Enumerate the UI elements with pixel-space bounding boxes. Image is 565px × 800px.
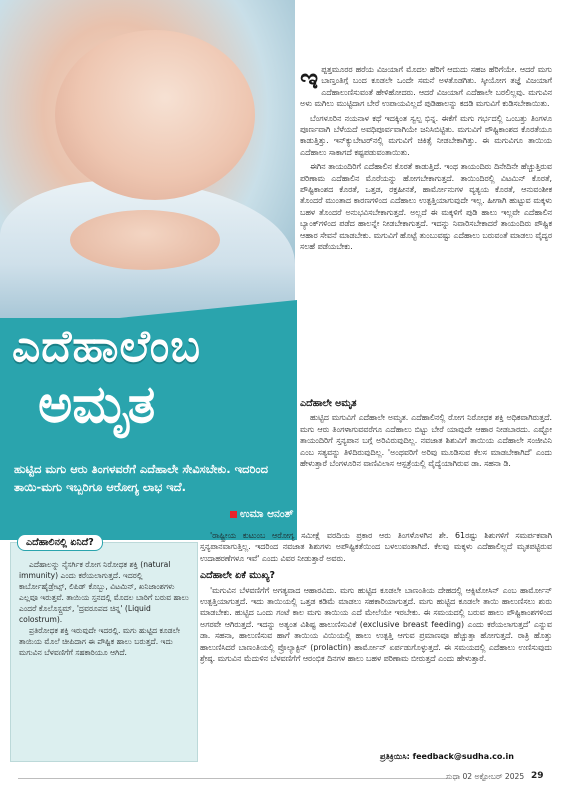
- sidebar-title: ಎದೆಹಾಲಿನಲ್ಲಿ ಏನಿದೆ?: [17, 534, 103, 551]
- footer-reference: ಸುಧಾ 02 ಅಕ್ಟೋಬರ್ 2025: [446, 772, 525, 781]
- sidebar-text: [19, 559, 191, 658]
- article-subtitle: ಹುಟ್ಟಿದ ಮಗು ಆರು ತಿಂಗಳವರೆಗೆ ಎದೆಹಾಲೇ ಸೇವಿಸಬೇಕು. ಇದರಿಂದ ತಾಯಿ-ಮಗು ಇಬ್ಬರಿಗೂ ಆರೋಗ್ಯ ಲಾಭ ಇದೆ.: [14, 462, 269, 494]
- paragraph-4: ಹುಟ್ಟಿದ ಮಗುವಿಗೆ ಎದೆಹಾಲೇ ಅಮೃತ. ಎದೆಹಾಲಿನಲ್ಲಿ ರೋಗ ನಿರೋಧಕ ಶಕ್ತಿ ಅಧಿಕವಾಗಿರುತ್ತದೆ. ಮಗು ಆರು ತಿಂಗಳಾಗುವವರೆಗೂ ಎದೆಹಾಲು ಬಿಟ್ಟು ಬೇರೆ ಯಾವುದೇ ಆಹಾರ ನೀಡಬಾರದು. ಎಷ್ಟೋ ತಾಯಂದಿರಿಗೆ ಸ್ತನ್ಯಪಾನ ಬಗ್ಗೆ ಅರಿವಿರುವುದಿಲ್ಲ. ನವಜಾತ ಶಿಶುವಿಗೆ ತಾಯಿಯ ಎದೆಹಾಲೇ ಸಂಜೀವಿನಿ ಎಂಬ ಸತ್ಯವನ್ನು ತಿಳಿದಿರುವುದಿಲ್ಲ. 'ಅಂಥವರಿಗೆ ಅರಿವು ಮೂಡಿಸುವ ಕೆಲಸ ಮಾಡಬೇಕಾಗಿದೆ' ಎಂದು ಹೇಳುತ್ತಾರೆ ಬೆಂಗಳೂರಿನ ವಾಣಿವಿಲಾಸ ಆಸ್ಪತ್ರೆಯಲ್ಲಿ ವೈದ್ಯೆಯಾಗಿರುವ ಡಾ. ಸಹನಾ ಡಿ.: [300, 413, 552, 469]
- paragraph-6: 'ಮಗುವಿನ ಬೆಳವಣಿಗೆಗೆ ಅಗತ್ಯವಾದ ಆಹಾರವಿದು. ಮಗು ಹುಟ್ಟಿದ ಕೂಡಲೇ ಬಾಣಂತಿಯ ದೇಹದಲ್ಲಿ ಆಕ್ಸಿಟೋಸಿನ್ ಎಂಬ ಹಾರ್ಮೋನ್ ಉತ್ಪತ್ತಿಯಾಗುತ್ತದೆ. ಇದು ತಾಯಿಯಲ್ಲಿ ಒತ್ತಡ ಕಡಿಮೆ ಮಾಡಲು ಸಹಕಾರಿಯಾಗುತ್ತದೆ. ಮಗು ಹುಟ್ಟಿದ ಕೂಡಲೇ ತಾಯಿ ಹಾಲುಣಿಸಲು ಶುರು ಮಾಡಬೇಕು. ಹುಟ್ಟಿದ ಒಂದು ಗಂಟೆ ಕಾಲ ಮಗು ತಾಯಿಯ ಎದೆ ಮೇಲೆಯೇ ಇರಬೇಕು. ಈ ಸಮಯದಲ್ಲಿ ಬರುವ ಹಾಲು ಪೌಷ್ಟಿಕಾಂಶಗಳಿಂದ ಅಗರವೇ ಆಗಿರುತ್ತದೆ. ಇದನ್ನು ಅತ್ಯಂತ ವಿಶಿಷ್ಟ ಹಾಲುಣಿಸುವಿಕೆ (exclusive breast feeding) ಎಂದು ಕರೆಯಲಾಗುತ್ತದೆ' ಎನ್ನುವ ಡಾ. ಸಹನಾ, ಹಾಲುಣಿಸುವ ಹಾಗೆ ತಾಯಿಯ ವಿಯಿಯಲ್ಲಿ ಹಾಲು ಉತ್ಪತ್ತಿ ಆಗುವ ಪ್ರಮಾಣವೂ ಹೆಚ್ಚುತ್ತಾ ಹೋಗುತ್ತದೆ. ರಾತ್ರಿ ಹೊತ್ತು ಹಾಲುಣಿಸಿದರೆ ಬಾಣಂತಿಯಲ್ಲಿ ಪ್ರೊಲ್ಯಾಕ್ಟಿನ್ (prolactin) ಹಾರ್ಮೋನ್ ಏರ್ಪಡುಗೊಳ್ಳುತ್ತದೆ. ಈ ಸಮಯದಲ್ಲಿ ಎದೆಹಾಲು ಉಣಿಸುವುದು ಶ್ರೇಷ್ಠ. ಮಗುವಿನ ಮೆದುಳಿನ ಬೆಳವಣಿಗೆಗೆ ಆರಂಭಿಕ ದಿನಗಳ ಹಾಲು ಬಹಳ ಪರಿಣಾಮ ಬೀರುತ್ತದೆ ಎಂದು ಹೇಳುತ್ತಾರೆ.: [200, 585, 552, 664]
- article-column-top: [300, 64, 552, 256]
- footer-rule: [18, 778, 448, 779]
- paragraph-1: ಪ್ಪತ್ತಮೂರರ ಹರೆಯ ವಿಜಯಾಗೆ ಮೊದಲ ಹೆರಿಗೆ ಆದುದು ಸಹಜ ಹೆರಿಗೆಯೇ. ಆದರೆ ಮಗು ಬಾಣ್ತಂತಿಗ್ಗೆ ಬಂದ ಕೂಡಲೇ ಒಂದೇ ಸಮನೆ ಅಳತೊಡಗಿತು. ಸ್ಕೀಯೋಗ ತಜ್ಞೆ ವಿಜಯಾಗೆ ಎದೆಹಾಲುಣಿಸುವಂತೆ ಹೇಳಿಹೋದರು. ಆದರೆ ವಿಜಯಾಗೆ ಎದೆಹಾಲೇ ಬರಲಿಲ್ಲವು. ಮಗುವಿನ ಅಳು ಮಗಿಲು ಮುಟ್ಟಿದಾಗ ಬೇರೆ ಉಪಾಯವಿಲ್ಲದೆ ಪುಡಿಹಾಲನ್ನು ಕದಡಿ ಮಗುವಿಗೆ ಕುಡಿಸಬೇಕಾಯಿತು.: [300, 65, 552, 109]
- section-heading-1: ಎದೆಹಾಲೇ ಅಮೃತ: [300, 398, 357, 409]
- sidebar-paragraph-2: ಪ್ರತಿರೋಧಕ ಶಕ್ತಿ ಇರುವುದೇ ಇದರಲ್ಲಿ. ಮಗು ಹುಟ್ಟಿದ ಕೂಡಲೇ ತಾಯಿಯ ಮೊಲೆ ಚೀಪಿದಾಗ ಈ ಪೌಷ್ಟಿಕ ಹಾಲು ಬರುತ್ತದೆ. ಇದು ಮಗುವಿನ ಬೆಳವಣಿಗೆಗೆ ಸಹಕಾರಿಯೂ ಆಗಿದೆ.: [19, 626, 181, 657]
- paragraph-3: ಈಗಿನ ತಾಯಂದಿರಿಗೆ ಎದೆಹಾಲಿನ ಕೊರತೆ ಕಾಡುತ್ತಿದೆ. ಇಂಥ ತಾಯಂದಿರು ದಿನೇದಿನೇ ಹೆಚ್ಚುತ್ತಿರುವ ಪರಿಣಾಮ ಎದೆಹಾಲಿನ ಮೊರೆಯನ್ನು ಹೋಗಬೇಕಾಗುತ್ತದೆ. ತಾಯಿಂದಿರಲ್ಲಿ ವಿಟಮಿನ್ ಕೊರತೆ, ಪೌಷ್ಟಿಕಾಂಶದ ಕೊರತೆ, ಒತ್ತಡ, ರಕ್ತಹೀನತೆ, ಹಾರ್ಮೋನುಗಳ ವ್ಯತ್ಯಯ ಕೊರತೆ, ಆನುವಂಶೀಕ ತೊಂದರೆ ಮುಂತಾದ ಕಾರಣಗಳಿಂದ ಎದೆಹಾಲು ಉತ್ಪತ್ತಿಯಾಗುವುದೇ ಇಲ್ಲ. ಹೀಗಾಗಿ ಹುಟ್ಟುವ ಮಕ್ಕಳು ಬಹಳ ತೊಂದರೆ ಅನುಭವಿಸಬೇಕಾಗುತ್ತದೆ. ಅಲ್ಲದೆ ಈ ಮಕ್ಕಳಿಗೆ ಪುಡಿ ಹಾಲು ಇಲ್ಲವೇ ಎದೆಹಾಲಿನ ಬ್ಯಾಂಕ್‌ಗಳಿಂದ ಪಡೆದ ಹಾಲನ್ನೇ ನೀಡಬೇಕಾಗುತ್ತದೆ. ಇದನ್ನು ನಿವಾರಿಸಬೇಕಾದರೆ ತಾಯಂದಿರು ಪೌಷ್ಟಿಕ ಆಹಾರ ಸೇವನೆ ಮಾಡಬೇಕು. ಮಗುವಿಗೆ ಹೊಟ್ಟೆ ತುಂಬುವಷ್ಟು ಎದೆಹಾಲು ಬರುವಂತೆ ಮಾಡಲು ವೈದ್ಯರ ಸಲಹೆ ಪಡೆಯಬೇಕು.: [300, 162, 552, 252]
- photo-baby-hand: [70, 210, 220, 270]
- article-title-line2: ಅಮೃತ: [38, 375, 156, 435]
- author-byline: [230, 508, 293, 521]
- paragraph-5: 'ರಾಷ್ಟ್ರೀಯ ಕುಟುಂಬ ಆರೋಗ್ಯ ಸಮೀಕ್ಷೆ ವರದಿಯ ಪ್ರಕಾರ ಆರು ತಿಂಗಳೊಳಗಿನ ಶೇ. 61ರಷ್ಟು ಶಿಶುಗಳಿಗೆ ಸಮರ್ಪಕವಾಗಿ ಸ್ತನ್ಯಪಾನವಾಗುತ್ತಿಲ್ಲ. ಇದರಿಂದ ನವಜಾತ ಶಿಶುಗಳು ಅಪೌಷ್ಟಿಕತೆಯಿಂದ ಬಳಲುವಂತಾಗಿದೆ. ಕೆಲವು ಮಕ್ಕಳು ಎದೆಹಾಲಿಲ್ಲದೆ ಮೃತಪಟ್ಟಿರುವ ಉದಾಹರಣೆಗಳೂ ಇವೆ' ಎಂದು ವಿವರ ನೀಡುತ್ತಾರೆ ಅವರು.: [200, 531, 552, 563]
- photo-baby-head: [55, 30, 255, 200]
- article-title: ಎದೆಹಾಲೆಂಬ: [12, 321, 202, 372]
- article-column-mid: [300, 392, 552, 472]
- article-column-wide: [200, 530, 552, 666]
- mother-baby-photo: [0, 0, 295, 320]
- feedback-credit: ಪ್ರತಿಕ್ರಿಯಿಸಿ: feedback@sudha.co.in: [380, 752, 514, 761]
- paragraph-2: ಬೆಂಗಳೂರಿನ ನಯನಾಳ ಕಥೆ ಇದಕ್ಕಿಂತ ಸ್ವಲ್ಪ ಭಿನ್ನ. ಈಕೆಗೆ ಮಗು ಗರ್ಭದಲ್ಲಿ ಒಂಬತ್ತು ತಿಂಗಳೂ ಪೂರ್ಣವಾಗಿ ಬೆಳೆಯದೆ ಅವಧಿಪೂರ್ವವಾಗಿಯೇ ಜನಿಸಿಬಿಟ್ಟಿತು. ಮಗುವಿಗೆ ಪೌಷ್ಟಿಕಾಂಶದ ಕೊರತೆಯೂ ಕಾಡುತ್ತಿತ್ತು. ಇನ್‌ಕ್ಯುಬೇಟರ್‌ನಲ್ಲಿ ಮಗುವಿಗೆ ಚಿಕಿತ್ಸೆ ನೀಡಬೇಕಾಗಿತ್ತು. ಈ ಮಗುವಿಗೂ ತಾಯಿಯ ಎದೆಹಾಲು ಸಾಕಾಗದೆ ಕಷ್ಟಪಡುವಂತಾಯಿತು.: [300, 113, 552, 157]
- page-footer: [0, 770, 565, 800]
- author-mark-icon: [230, 511, 237, 518]
- author-name: ಉಮಾ ಆನಂತ್: [240, 508, 294, 520]
- sidebar-box: [10, 537, 198, 762]
- sidebar-paragraph-1: ಎದೆಹಾಲನ್ನು ನೈಸರ್ಗಿಕ ರೋಗ ನಿರೋಧಕ ಶಕ್ತಿ (natural immunity) ಎಂದು ಕರೆಯಲಾಗುತ್ತದೆ. ಇದರಲ್ಲಿ ಕಾರ್ಬೋಹೈಡ್ರೇಟ್ಸ್, ಲಿಪಿಡ್ ಕೊಬ್ಬು, ವಿಟಮಿನ್, ಖನಿಜಾಂಶಗಳು ಎಲ್ಲವೂ ಇರುತ್ತವೆ. ತಾಯಿಯ ಸ್ತನದಲ್ಲಿ ಮೊದಲ ಬಾರಿಗೆ ಬರುವ ಹಾಲು ಎಂದರೆ ಕೊಲೊಸ್ಟ್ರಮ್, 'ದ್ರವರೂಪದ ಚಿನ್ನ' (Liquid colostrum).: [19, 560, 189, 624]
- dropcap: ಇ: [300, 62, 319, 95]
- page-number: 29: [531, 771, 544, 781]
- section-heading-2: ಎದೆಹಾಲೇ ಏಕೆ ಮುಖ್ಯ?: [200, 570, 276, 582]
